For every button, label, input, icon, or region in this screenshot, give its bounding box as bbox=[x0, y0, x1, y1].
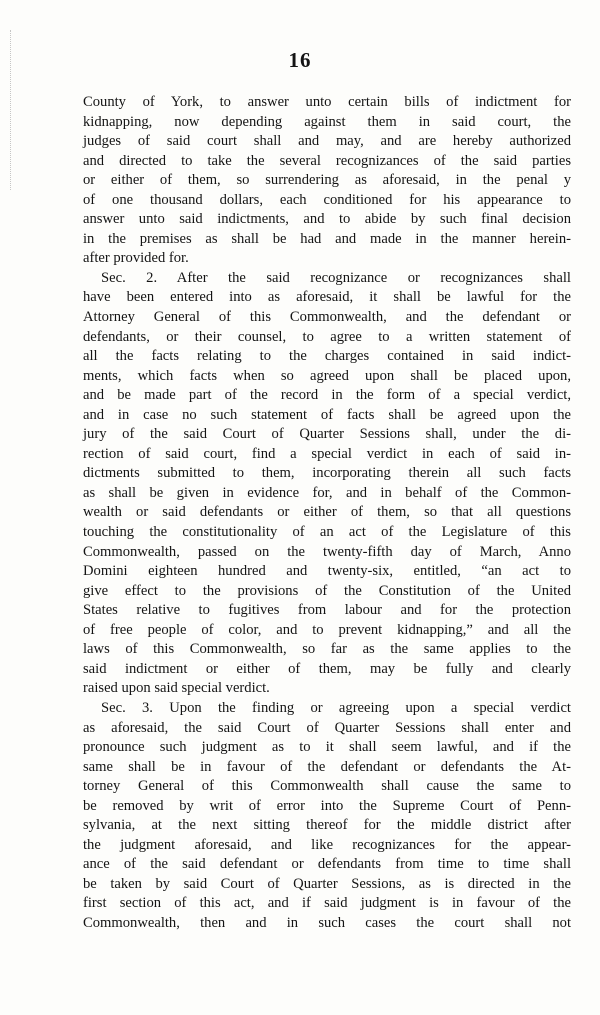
text-line: or either of them, so surrendering as aforesaid, in the penal y bbox=[83, 172, 571, 189]
text-line: jury of the said Court of Quarter Sessions shall, under the di- bbox=[83, 426, 571, 443]
text-line: after provided for. bbox=[83, 250, 189, 267]
text-line: Commonwealth, then and in such cases the court shall not bbox=[83, 914, 571, 931]
text-line: raised upon said special verdict. bbox=[83, 680, 270, 697]
text-line: wealth or said defendants or either of them, so that all questions bbox=[83, 504, 571, 521]
text-line: and in case no such statement of facts shall be agreed upon the bbox=[83, 406, 571, 423]
text-line: ance of the said defendant or defendants from time to time shall bbox=[83, 856, 571, 873]
text-line: in the premises as shall be had and made in the manner herein- bbox=[83, 230, 571, 247]
text-line: and be made part of the record in the form of a special verdict, bbox=[83, 387, 571, 404]
text-line: County of York, to answer unto certain bills of indictment for bbox=[83, 94, 571, 110]
text-line: be taken by said Court of Quarter Sessions, as is directed in the bbox=[83, 875, 571, 892]
text-line: answer unto said indictments, and to abide by such final decision bbox=[83, 211, 571, 228]
text-line: dictments submitted to them, incorporating therein all such facts bbox=[83, 465, 571, 482]
text-line: give effect to the provisions of the Constitution of the United bbox=[83, 582, 571, 599]
text-line: States relative to fugitives from labour and for the protection bbox=[83, 602, 571, 619]
text-line: touching the constitutionality of an act of the Legislature of this bbox=[83, 524, 571, 541]
text-line: defendants, or their counsel, to agree to a written statement of bbox=[83, 328, 571, 345]
text-line: of one thousand dollars, each conditioned for his appearance to bbox=[83, 191, 571, 208]
text-line: said indictment or either of them, may be fully and clearly bbox=[83, 660, 571, 677]
text-line: as aforesaid, the said Court of Quarter Sessions shall enter and bbox=[83, 719, 571, 736]
text-line: same shall be in favour of the defendant or defendants the At- bbox=[83, 758, 571, 775]
text-line: all the facts relating to the charges contained in said indict- bbox=[83, 348, 571, 365]
text-line: judges of said court shall and may, and are hereby authorized bbox=[83, 133, 571, 150]
text-line: pronounce such judgment as to it shall seem lawful, and if the bbox=[83, 739, 571, 756]
page-number: 16 bbox=[288, 48, 312, 72]
text-line: ments, which facts when so agreed upon shall be placed upon, bbox=[83, 367, 571, 384]
text-line: Sec. 2. After the said recognizance or recognizances shall bbox=[101, 269, 571, 286]
text-line: of free people of color, and to prevent kidnapping,” and all the bbox=[83, 621, 571, 638]
text-line: first section of this act, and if said judgment is in favour of the bbox=[83, 895, 571, 912]
text-line: the judgment aforesaid, and like recognizances for the appear- bbox=[83, 836, 571, 853]
text-line: Domini eighteen hundred and twenty-six, entitled, “an act to bbox=[83, 563, 571, 580]
text-line: Commonwealth, passed on the twenty-fifth day of March, Anno bbox=[83, 543, 571, 560]
text-line: have been entered into as aforesaid, it shall be lawful for the bbox=[83, 289, 571, 306]
text-line: Sec. 3. Upon the finding or agreeing upon a special verdict bbox=[101, 699, 571, 716]
text-line: as shall be given in evidence for, and in behalf of the Common- bbox=[83, 484, 571, 501]
text-line: laws of this Commonwealth, so far as the same applies to the bbox=[83, 641, 571, 658]
body-text bbox=[83, 93, 571, 934]
text-line: be removed by writ of error into the Supreme Court of Penn- bbox=[83, 797, 571, 814]
text-line: sylvania, at the next sitting thereof for the middle district after bbox=[83, 817, 571, 834]
text-line: torney General of this Commonwealth shall cause the same to bbox=[83, 778, 571, 795]
text-line: Attorney General of this Commonwealth, and the defendant or bbox=[83, 309, 571, 326]
text-line: rection of said court, find a special verdict in each of said in- bbox=[83, 445, 571, 462]
text-line: and directed to take the several recognizances of the said parties bbox=[83, 152, 571, 169]
text-line: kidnapping, now depending against them in said court, the bbox=[83, 113, 571, 130]
